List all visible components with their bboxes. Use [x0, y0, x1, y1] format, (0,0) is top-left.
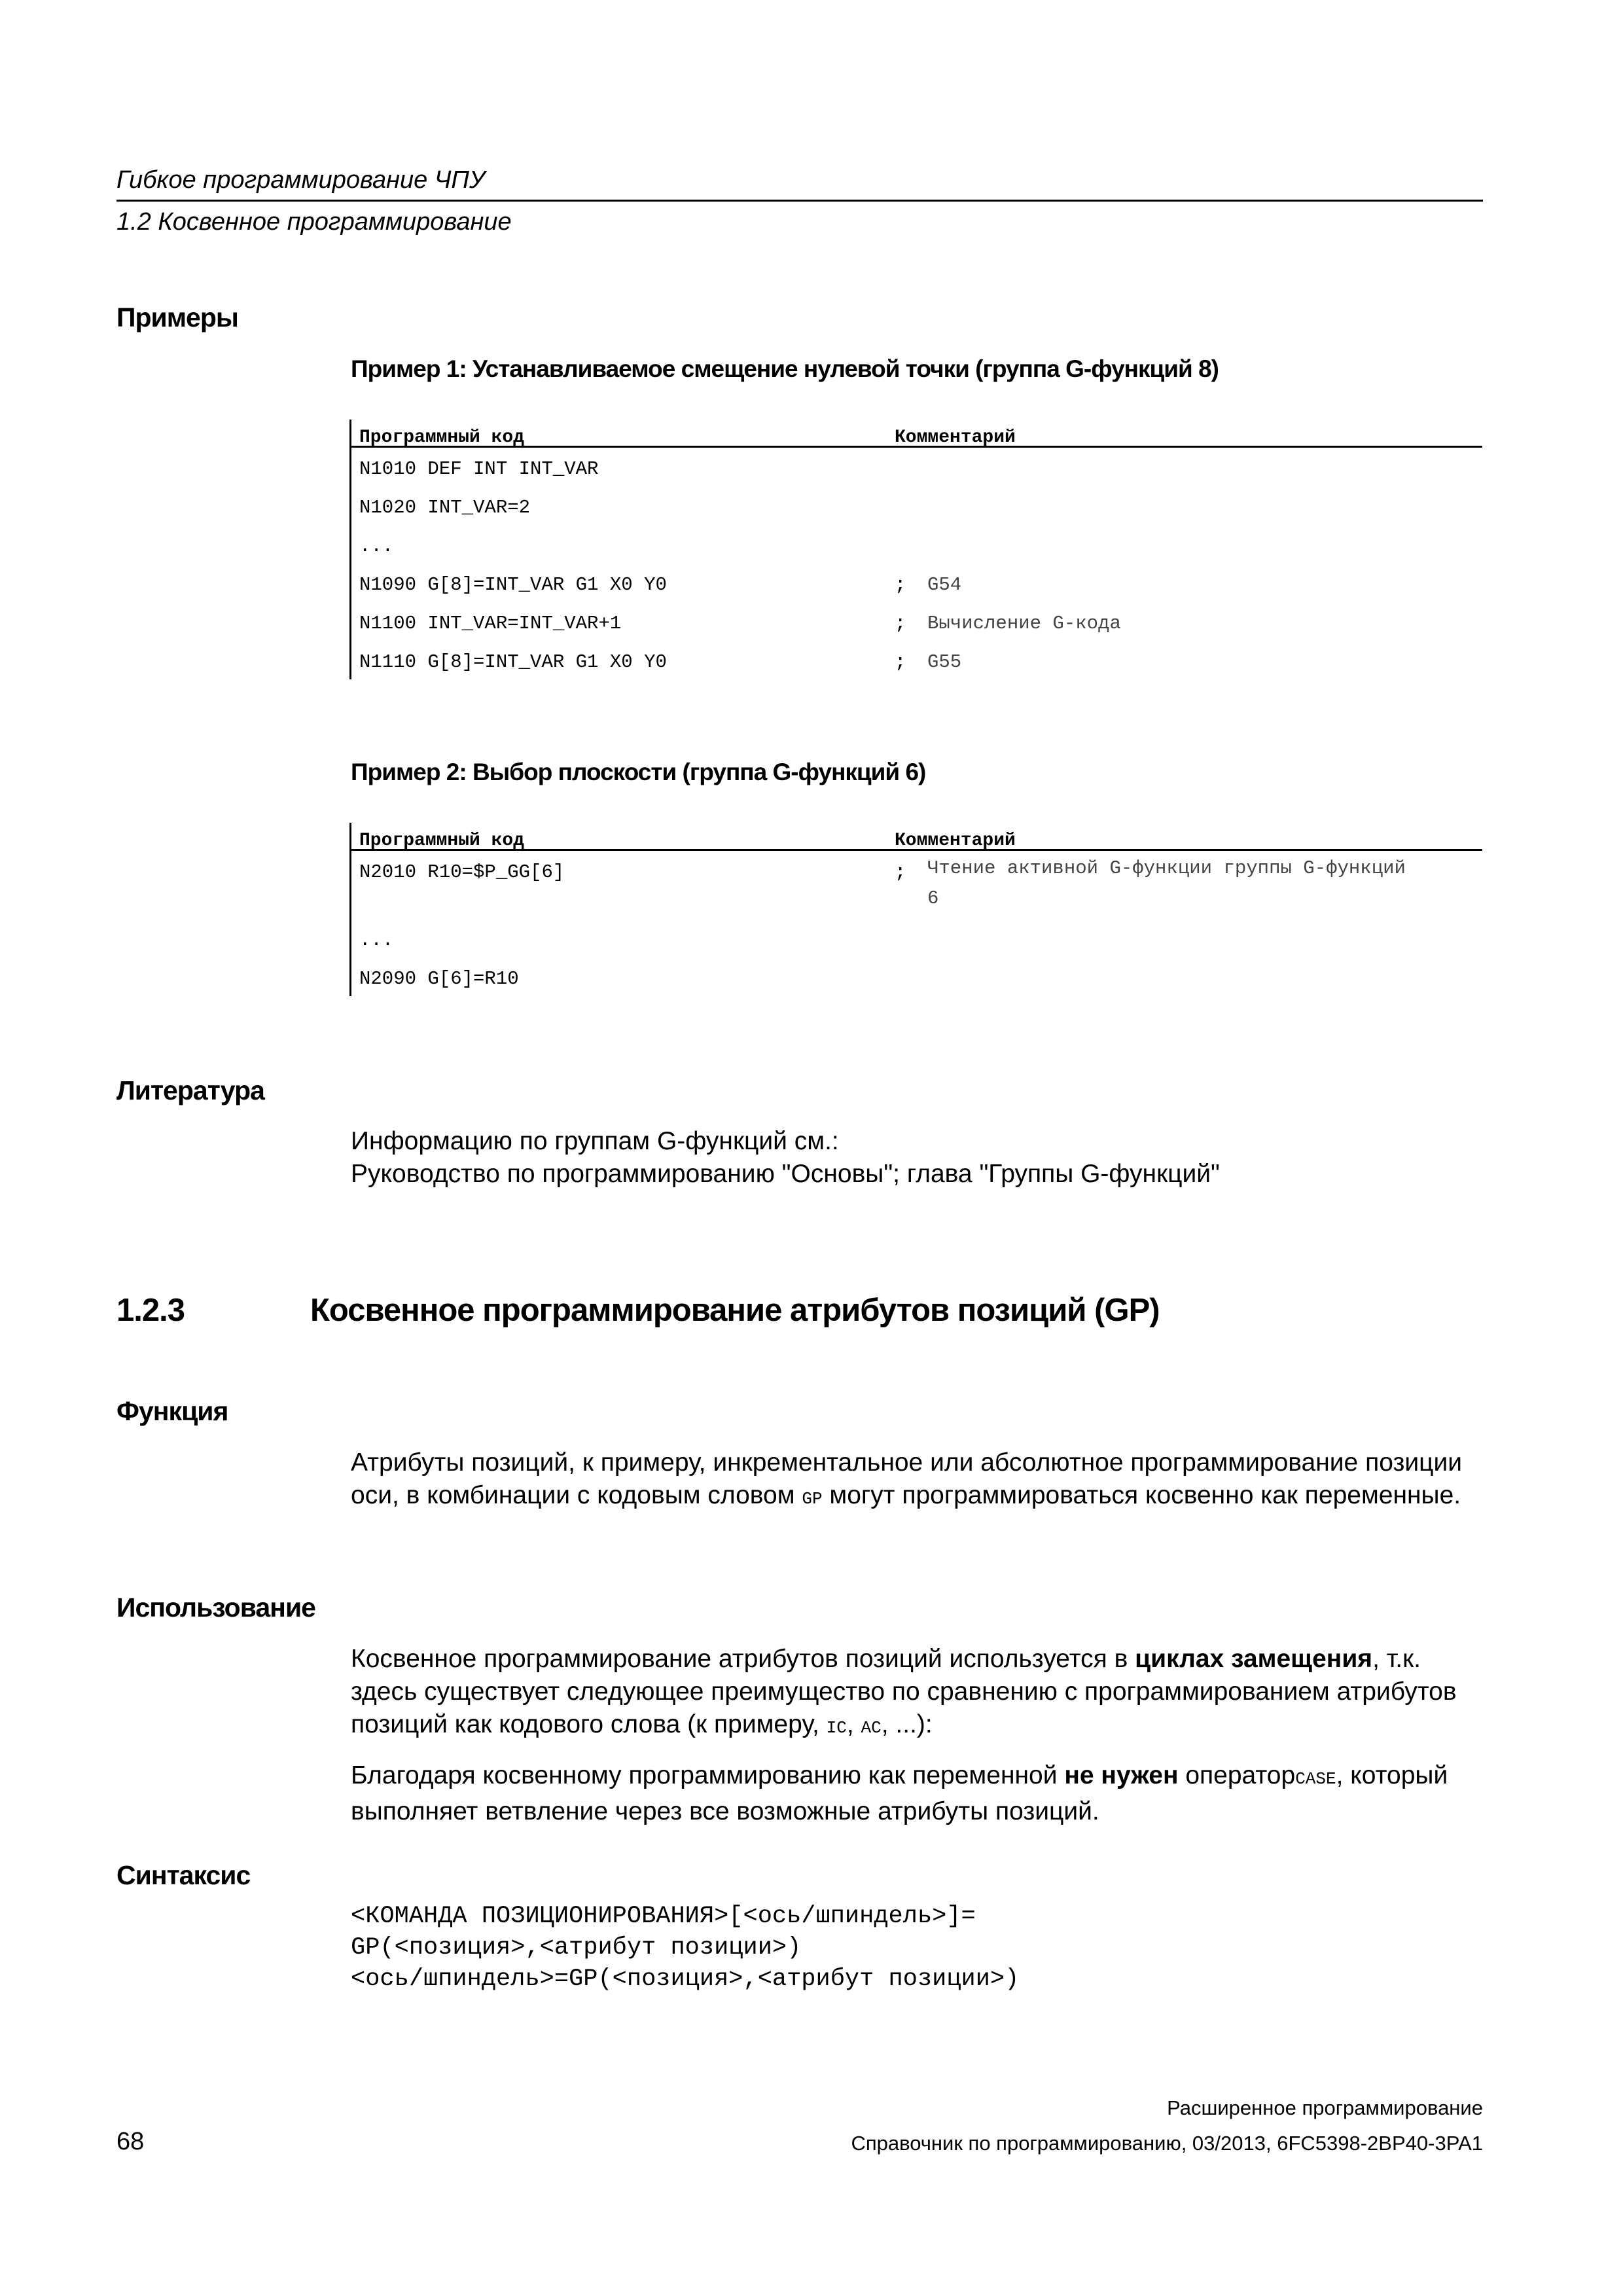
text-run: могут программироваться косвенно как переменные.: [822, 1481, 1461, 1509]
examples-heading: Примеры: [116, 302, 238, 332]
code-cell: N1020 INT_VAR=2: [359, 497, 531, 518]
text-run: , ...):: [881, 1710, 933, 1738]
emphasis: не нужен: [1064, 1761, 1179, 1789]
literature-line: Руководство по программированию "Основы"; глава "Группы G-функций": [351, 1160, 1220, 1188]
comment-cell: Чтение активной G-функции группы G-функций 6: [927, 857, 1406, 909]
example1-title: Пример 1: Устанавливаемое смещение нулевой точки (группа G-функций 8): [351, 355, 1219, 382]
emphasis: циклах замещения: [1135, 1645, 1373, 1673]
example1-code-table: [349, 420, 1482, 679]
text-run: Косвенное программирование атрибутов позиций используется в: [351, 1645, 1135, 1673]
col-header-comment: Комментарий: [895, 831, 1016, 851]
example2-code-table: [349, 823, 1482, 996]
comment-marker: ;: [895, 613, 906, 634]
running-header-subtitle: 1.2 Косвенное программирование: [116, 208, 512, 236]
table-row: [351, 602, 1482, 641]
usage-paragraph-2: [351, 1759, 1489, 1828]
inline-code: AC: [861, 1718, 882, 1738]
text-run: , который выполняет ветвление через все возможные атрибуты позиций.: [351, 1761, 1448, 1825]
inline-code: GP: [802, 1489, 823, 1509]
code-cell: N1090 G[8]=INT_VAR G1 X0 Y0: [359, 574, 667, 596]
literature-line: Информацию по группам G-функций см.:: [351, 1127, 839, 1155]
table-row: [351, 641, 1482, 679]
comment-cell: G54: [927, 574, 962, 596]
text-run: Атрибуты позиций, к примеру, инкрементальное или абсолютное программирование позиции оси, в комбинации с кодовым словом: [351, 1448, 1463, 1509]
code-cell: ...: [359, 535, 394, 557]
table-row: [351, 919, 1482, 958]
code-cell: N2010 R10=$P_GG[6]: [359, 861, 565, 883]
section-number: 1.2.3: [116, 1293, 185, 1328]
code-cell: ...: [359, 929, 394, 951]
col-header-code: Программный код: [359, 427, 525, 448]
code-cell: N1100 INT_VAR=INT_VAR+1: [359, 613, 622, 634]
section-title: Косвенное программирование атрибутов позиций (GP): [310, 1293, 1160, 1328]
table-row: [351, 525, 1482, 564]
col-header-code: Программный код: [359, 831, 525, 851]
syntax-line: <ось/шпиндель>=GP(<позиция>,<атрибут позиции>): [351, 1965, 1020, 1993]
inline-code: IC: [826, 1718, 847, 1738]
code-cell: N1110 G[8]=INT_VAR G1 X0 Y0: [359, 651, 667, 673]
table-row: [351, 564, 1482, 602]
comment-marker: ;: [895, 651, 906, 673]
literature-text: [351, 1125, 1489, 1191]
comment-marker: ;: [895, 574, 906, 596]
literature-heading: Литература: [116, 1075, 264, 1105]
table-row: [351, 958, 1482, 996]
text-run: ,: [846, 1710, 861, 1738]
footer-book-title: Расширенное программирование: [1167, 2096, 1483, 2119]
table-row: [351, 448, 1482, 486]
comment-marker: ;: [895, 861, 906, 883]
syntax-heading: Синтаксис: [116, 1860, 251, 1890]
usage-heading: Использование: [116, 1592, 315, 1623]
syntax-line: <КОМАНДА ПОЗИЦИОНИРОВАНИЯ>[<ось/шпиндель>]=: [351, 1903, 976, 1930]
example2-title: Пример 2: Выбор плоскости (группа G-функций 6): [351, 759, 926, 785]
comment-cell: G55: [927, 651, 962, 673]
text-run: Благодаря косвенному программированию как переменной: [351, 1761, 1065, 1789]
col-header-comment: Комментарий: [895, 427, 1016, 448]
syntax-block: [351, 1901, 1019, 1995]
code-cell: N2090 G[6]=R10: [359, 968, 519, 990]
text-run: , т.к. здесь существует следующее преимущество по сравнению с программированием атрибутов позиций как кодового слова (к примеру,: [351, 1645, 1457, 1738]
table-row: [351, 486, 1482, 525]
running-header-title: Гибкое программирование ЧПУ: [116, 166, 486, 194]
text-run: оператор: [1178, 1761, 1296, 1789]
comment-cell: Вычисление G-кода: [927, 613, 1121, 634]
code-cell: N1010 DEF INT INT_VAR: [359, 458, 599, 480]
inline-code: CASE: [1295, 1769, 1336, 1789]
usage-paragraph-1: [351, 1643, 1489, 1744]
footer-doc-info: Справочник по программированию, 03/2013, 6FC5398-2BP40-3PA1: [851, 2132, 1483, 2155]
code-table-header: [351, 823, 1482, 851]
function-text: [351, 1446, 1489, 1515]
function-heading: Функция: [116, 1396, 228, 1426]
header-rule: [116, 200, 1483, 202]
page-number: 68: [116, 2128, 145, 2155]
table-row: [351, 851, 1482, 919]
syntax-line: GP(<позиция>,<атрибут позиции>): [351, 1934, 802, 1962]
code-table-header: [351, 420, 1482, 448]
